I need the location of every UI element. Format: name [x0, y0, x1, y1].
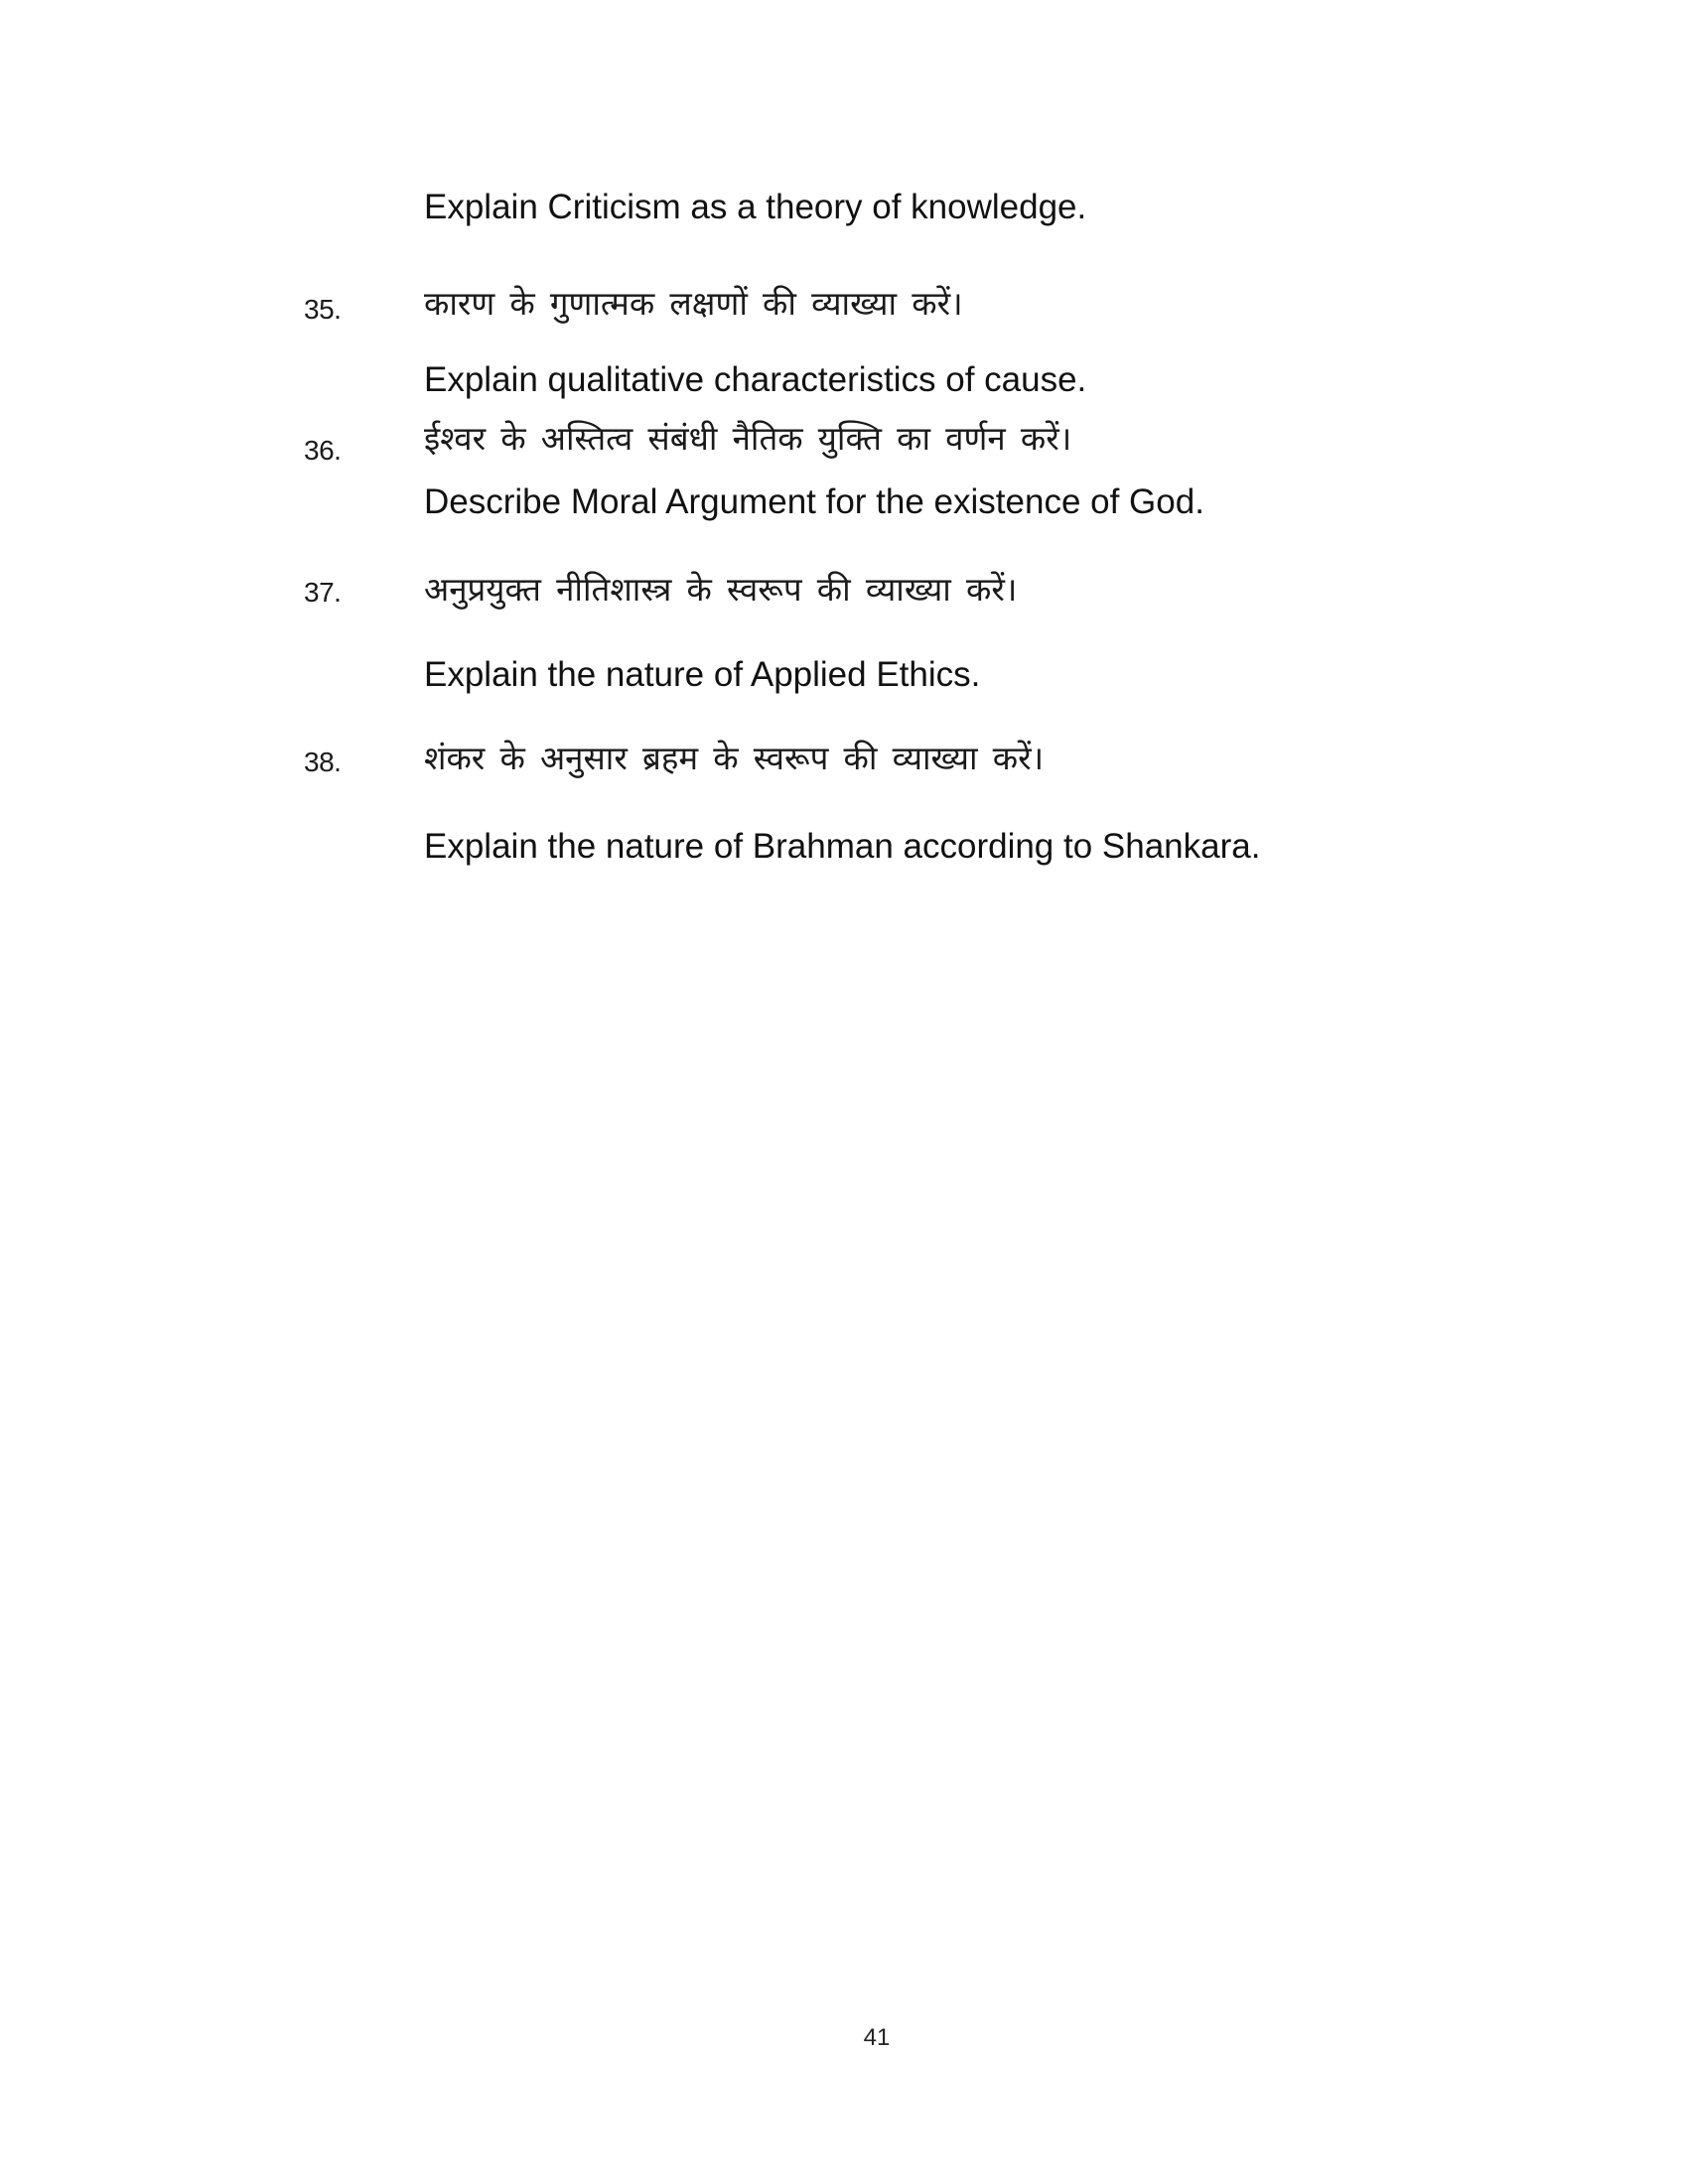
question-hindi-text: अनुप्रयुक्त नीतिशास्त्र के स्वरूप की व्याख्या करें। [424, 571, 1018, 608]
question-english-text: Explain the nature of Applied Ethics. [424, 655, 981, 694]
question-hindi-text: ईश्वर के अस्तित्व संबंधी नैतिक युक्ति का वर्णन करें। [424, 420, 1072, 457]
question-english-text: Describe Moral Argument for the existence of God. [424, 482, 1204, 521]
question-english-text: Explain the nature of Brahman according to Shankara. [424, 827, 1261, 866]
question-number: 35. [304, 294, 342, 325]
page-number: 41 [863, 2024, 891, 2051]
question-number: 37. [304, 577, 342, 608]
question-hindi-text: शंकर के अनुसार ब्रहम के स्वरूप की व्याख्या करें। [424, 740, 1045, 776]
question-hindi-text: कारण के गुणात्मक लक्षणों की व्याख्या करें। [424, 285, 963, 322]
question-english-text: Explain qualitative characteristics of cause. [424, 360, 1087, 399]
question-number: 36. [304, 435, 342, 466]
question-34-english-text: Explain Criticism as a theory of knowledge. [424, 188, 1087, 226]
question-number: 38. [304, 747, 342, 777]
